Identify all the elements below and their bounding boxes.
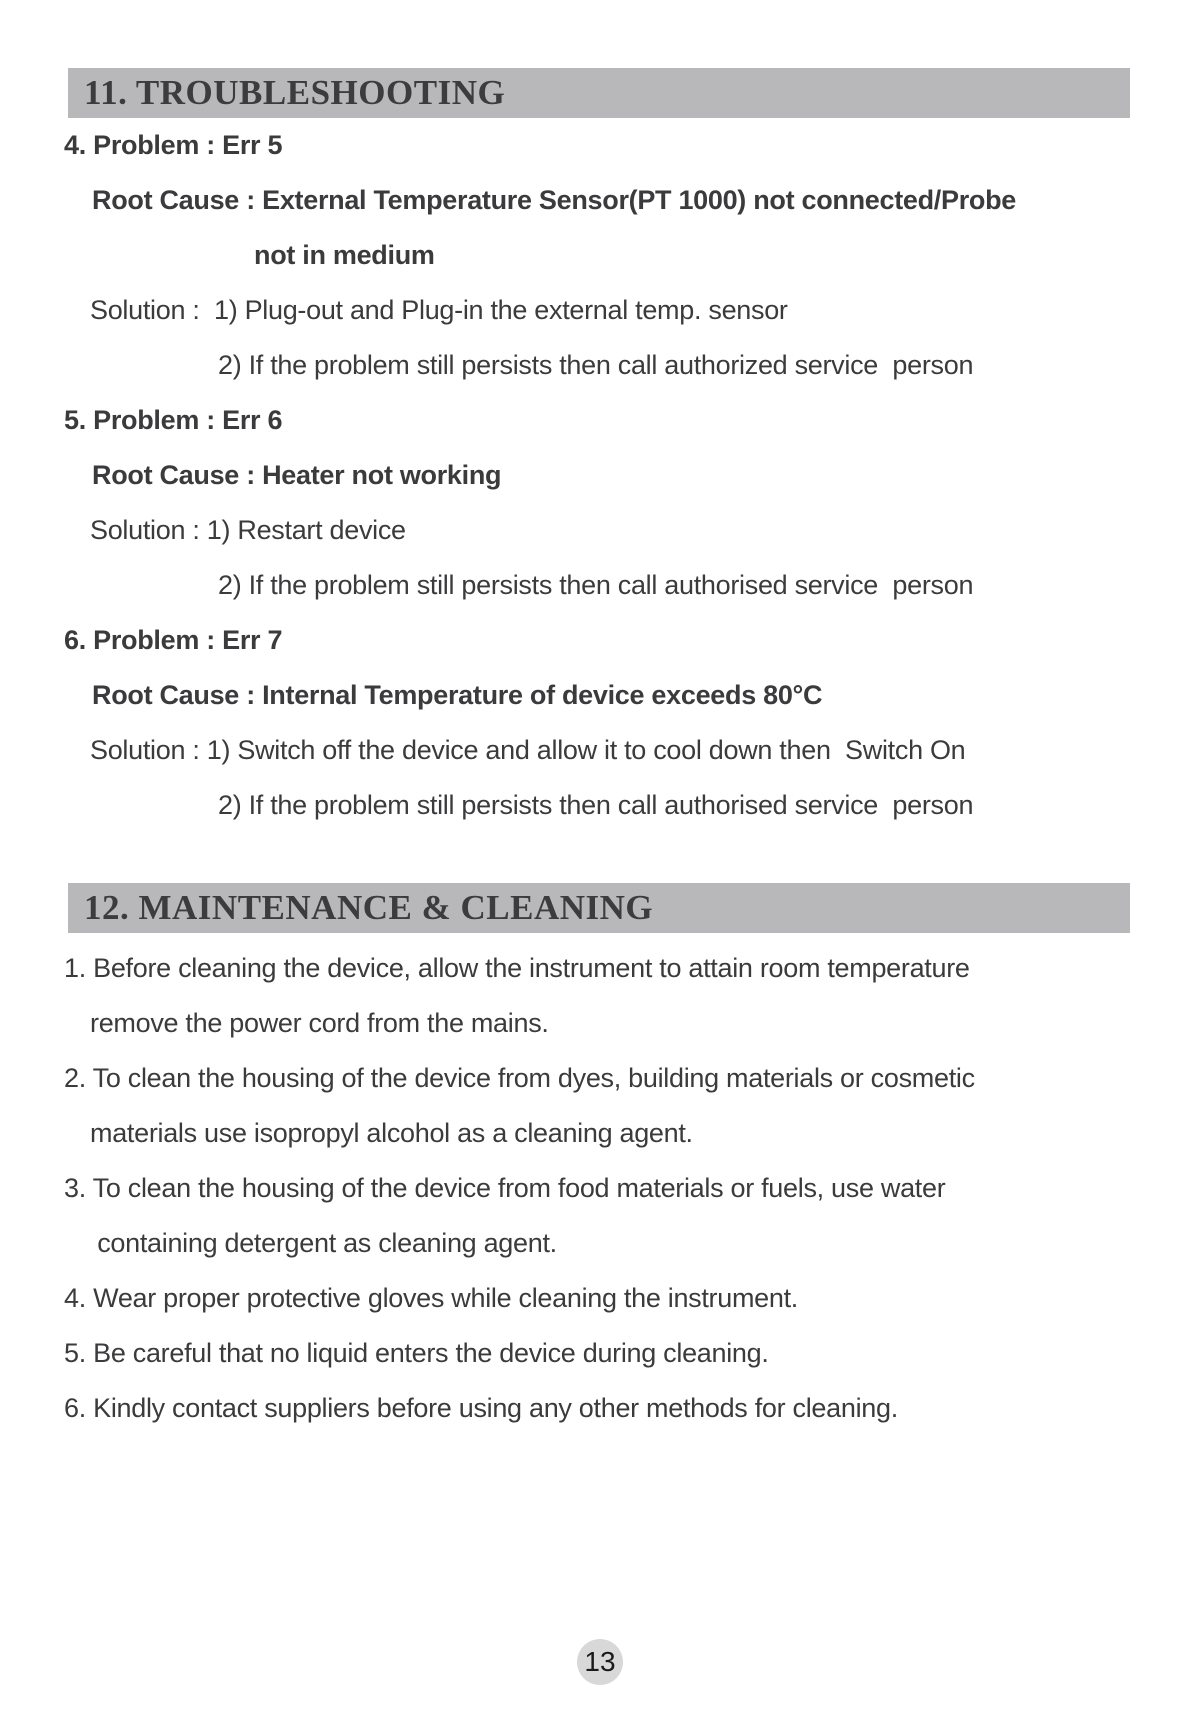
troubleshooting-section <box>64 118 1136 833</box>
maintenance-item-3-line-2: containing detergent as cleaning agent. <box>90 1228 557 1258</box>
problem-4-title: 4. Problem : Err 5 <box>64 130 283 160</box>
maintenance-item-6: 6. Kindly contact suppliers before using any other methods for cleaning. <box>64 1393 898 1423</box>
maintenance-item-2-line-2: materials use isopropyl alcohol as a cleaning agent. <box>90 1118 693 1148</box>
problem-5-block <box>64 393 1136 613</box>
problem-6-root-cause: Root Cause : Internal Temperature of device exceeds 80°C <box>92 680 823 710</box>
page-number-badge <box>577 1639 623 1685</box>
problem-4-block <box>64 118 1136 393</box>
problem-6-solution-1: Solution : 1) Switch off the device and allow it to cool down then Switch On <box>90 735 966 765</box>
maintenance-item-5: 5. Be careful that no liquid enters the device during cleaning. <box>64 1338 769 1368</box>
maintenance-item-1-line-1: 1. Before cleaning the device, allow the instrument to attain room temperature <box>64 953 970 983</box>
problem-5-title: 5. Problem : Err 6 <box>64 405 283 435</box>
maintenance-section-header <box>68 883 1130 933</box>
problem-6-block <box>64 613 1136 833</box>
maintenance-item-2-line-1: 2. To clean the housing of the device from dyes, building materials or cosmetic <box>64 1063 975 1093</box>
problem-6-solution-2: 2) If the problem still persists then call authorised service person <box>218 790 974 820</box>
problem-4-root-cause-continued: not in medium <box>254 240 435 270</box>
page-number: 13 <box>584 1646 616 1677</box>
maintenance-item-1-line-2: remove the power cord from the mains. <box>90 1008 549 1038</box>
problem-5-solution-1: Solution : 1) Restart device <box>90 515 406 545</box>
problem-5-solution-2: 2) If the problem still persists then call authorised service person <box>218 570 974 600</box>
maintenance-item-4: 4. Wear proper protective gloves while cleaning the instrument. <box>64 1283 798 1313</box>
maintenance-item-3-line-1: 3. To clean the housing of the device from food materials or fuels, use water <box>64 1173 946 1203</box>
page-content <box>64 0 1136 1436</box>
troubleshooting-section-header <box>68 68 1130 118</box>
problem-4-root-cause: Root Cause : External Temperature Sensor(PT 1000) not connected/Probe <box>92 185 1017 215</box>
problem-5-root-cause: Root Cause : Heater not working <box>92 460 502 490</box>
problem-6-title: 6. Problem : Err 7 <box>64 625 283 655</box>
problem-4-solution-1: Solution : 1) Plug-out and Plug-in the external temp. sensor <box>90 295 788 325</box>
troubleshooting-heading: 11. TROUBLESHOOTING <box>84 73 506 112</box>
maintenance-heading: 12. MAINTENANCE & CLEANING <box>84 888 654 927</box>
problem-4-solution-2: 2) If the problem still persists then call authorized service person <box>218 350 974 380</box>
maintenance-section <box>64 941 1136 1436</box>
